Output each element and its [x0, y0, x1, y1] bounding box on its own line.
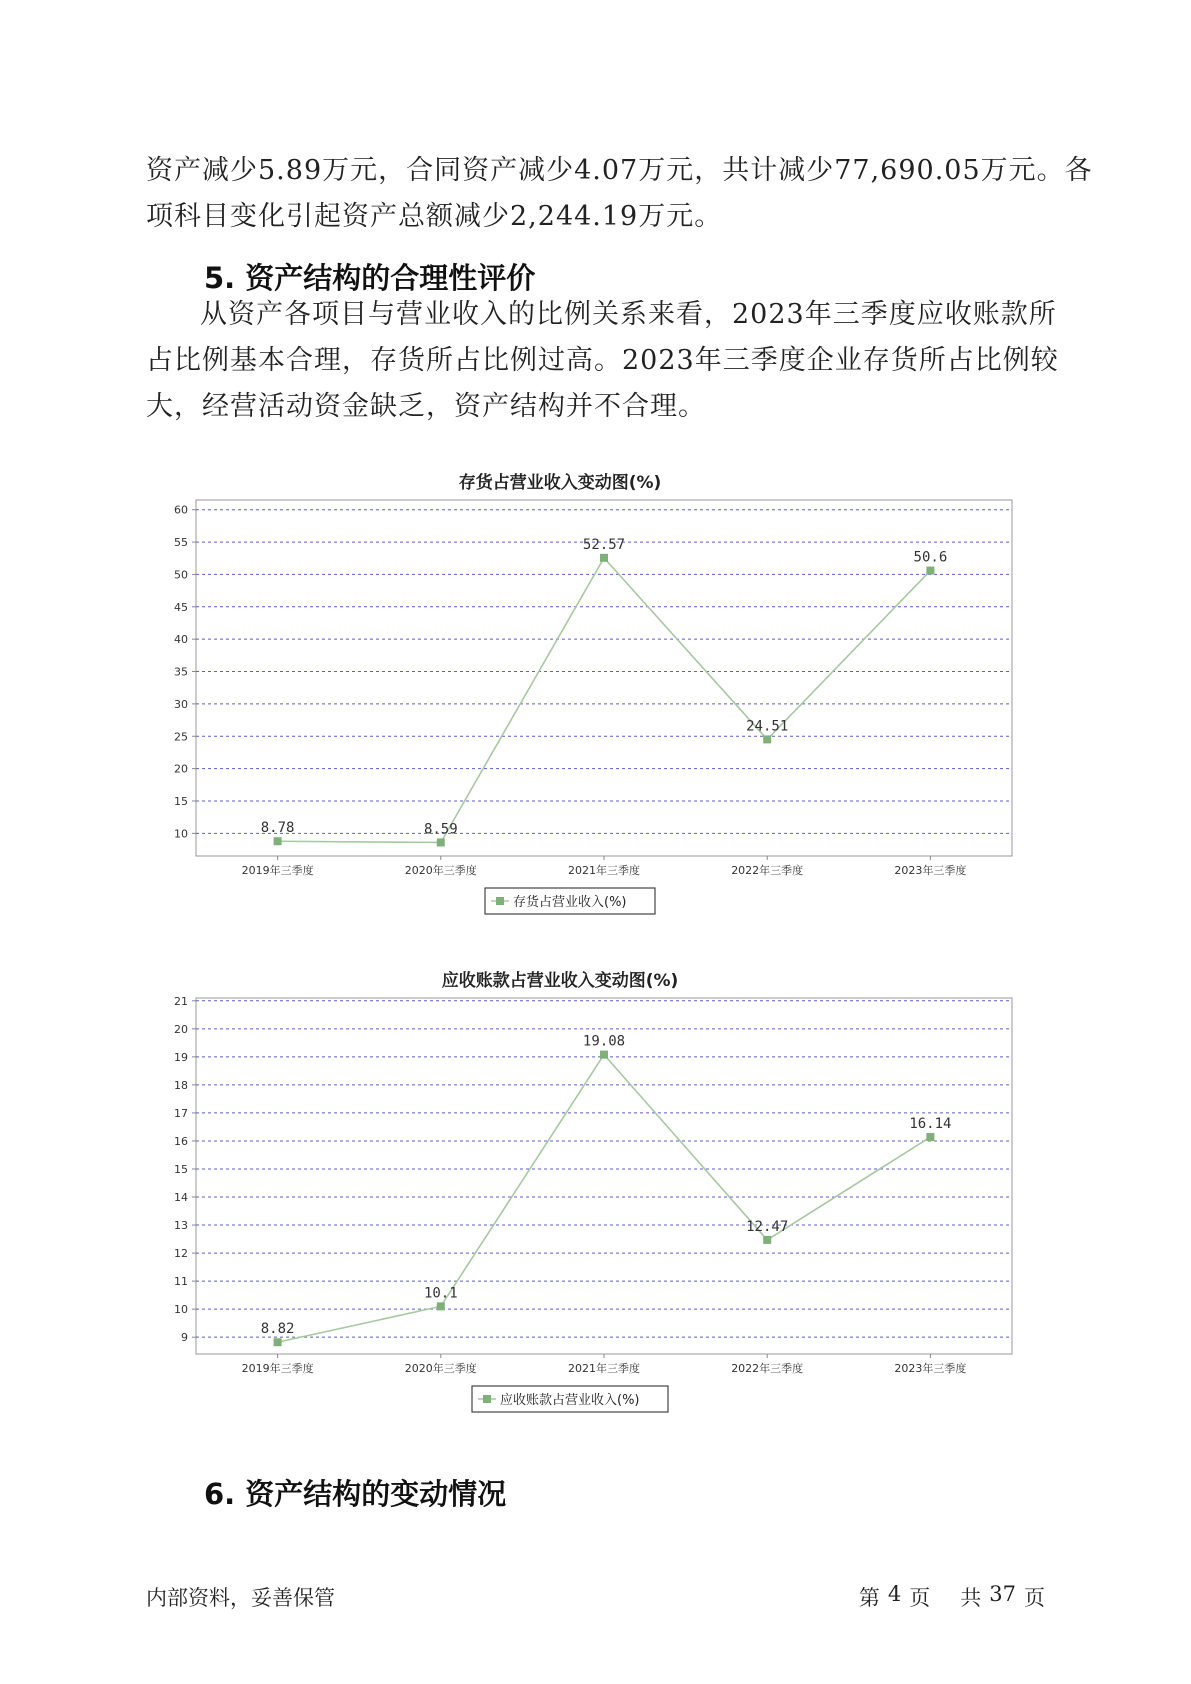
legend-label: 存货占营业收入(%)	[513, 895, 627, 910]
intro-paragraph	[146, 148, 1093, 240]
data-point	[926, 1133, 934, 1141]
chart-title: 存货占营业收入变动图(%)	[458, 473, 662, 493]
y-tick-label: 19	[174, 1050, 188, 1064]
y-tick-label: 9	[181, 1331, 188, 1345]
page-number: 4	[887, 1582, 902, 1606]
y-tick-label: 15	[174, 1162, 188, 1176]
y-tick-label: 14	[174, 1191, 188, 1205]
data-point	[926, 567, 934, 575]
footer-page-info	[859, 1582, 1045, 1612]
y-tick-label: 35	[174, 665, 188, 679]
x-tick-label: 2022年三季度	[731, 864, 804, 877]
x-tick-label: 2022年三季度	[731, 1362, 804, 1375]
paragraph-line: 项科目变化引起资产总额减少2,244.19万元。	[146, 201, 723, 232]
paragraph-line: 占比例基本合理，存货所占比例过高。2023年三季度企业存货所占比例较	[146, 345, 1059, 376]
total-pages: 37	[989, 1582, 1016, 1606]
data-label: 10.1	[423, 1285, 458, 1302]
page-prefix: 第	[858, 1586, 880, 1610]
section-5-paragraph	[146, 292, 1059, 430]
footer-confidential-note: 内部资料，妥善保管	[146, 1586, 335, 1610]
data-point	[763, 1236, 771, 1244]
y-tick-label: 55	[174, 536, 188, 550]
y-tick-label: 16	[174, 1134, 188, 1148]
y-tick-label: 40	[174, 633, 188, 647]
x-tick-label: 2020年三季度	[404, 864, 477, 877]
data-label: 8.78	[260, 820, 295, 837]
y-tick-label: 45	[174, 600, 188, 614]
plot-area	[196, 500, 1012, 856]
receivables-ratio-chart	[150, 968, 1030, 1418]
section-5-heading: 5. 资产结构的合理性评价	[204, 261, 536, 295]
y-tick-label: 12	[174, 1247, 188, 1261]
data-point	[600, 554, 608, 562]
x-tick-label: 2023年三季度	[894, 1362, 967, 1375]
page-unit: 页	[909, 1586, 931, 1610]
y-tick-label: 60	[174, 503, 188, 517]
data-point	[274, 1338, 282, 1346]
data-label: 50.6	[913, 549, 948, 566]
y-tick-label: 21	[174, 994, 188, 1008]
y-tick-label: 15	[174, 794, 188, 808]
y-tick-label: 25	[174, 730, 188, 744]
y-tick-label: 10	[174, 1303, 188, 1317]
x-tick-label: 2019年三季度	[241, 1362, 314, 1375]
total-unit: 页	[1024, 1586, 1045, 1610]
receivables-ratio-chart-svg	[150, 968, 1030, 1418]
y-tick-label: 17	[174, 1106, 188, 1120]
section-6-heading: 6. 资产结构的变动情况	[204, 1477, 507, 1511]
y-tick-label: 20	[174, 762, 188, 776]
data-label: 8.59	[423, 821, 458, 838]
y-tick-label: 11	[174, 1275, 188, 1289]
data-point	[763, 735, 771, 743]
x-tick-label: 2020年三季度	[404, 1362, 477, 1375]
legend-marker	[483, 1395, 491, 1403]
data-point	[437, 838, 445, 846]
data-label: 19.08	[582, 1033, 626, 1050]
y-tick-label: 18	[174, 1078, 188, 1092]
chart-title: 应收账款占营业收入变动图(%)	[441, 971, 679, 991]
y-tick-label: 10	[174, 827, 188, 841]
paragraph-line: 从资产各项目与营业收入的比例关系来看，2023年三季度应收账款所	[200, 299, 1057, 330]
data-point	[274, 837, 282, 845]
paragraph-line: 大，经营活动资金缺乏，资产结构并不合理。	[146, 391, 706, 422]
data-label: 52.57	[582, 536, 626, 553]
y-tick-label: 30	[174, 697, 188, 711]
x-tick-label: 2019年三季度	[241, 864, 314, 877]
x-tick-label: 2021年三季度	[568, 1362, 640, 1375]
y-tick-label: 50	[174, 568, 188, 582]
x-tick-label: 2023年三季度	[894, 864, 967, 877]
legend-label: 应收账款占营业收入(%)	[500, 1393, 640, 1408]
paragraph-line: 资产减少5.89万元，合同资产减少4.07万元，共计减少77,690.05万元。各	[146, 155, 1093, 186]
y-tick-label: 13	[174, 1219, 188, 1233]
data-label: 12.47	[746, 1218, 789, 1235]
data-label: 8.82	[260, 1321, 295, 1338]
data-label: 24.51	[746, 718, 789, 735]
data-point	[600, 1051, 608, 1059]
data-point	[437, 1302, 445, 1310]
inventory-ratio-chart-svg	[150, 470, 1030, 920]
y-tick-label: 20	[174, 1022, 188, 1036]
legend-marker	[496, 897, 504, 905]
total-prefix: 共	[960, 1586, 982, 1610]
data-label: 16.14	[909, 1116, 952, 1133]
inventory-ratio-chart	[150, 470, 1030, 920]
x-tick-label: 2021年三季度	[568, 864, 640, 877]
